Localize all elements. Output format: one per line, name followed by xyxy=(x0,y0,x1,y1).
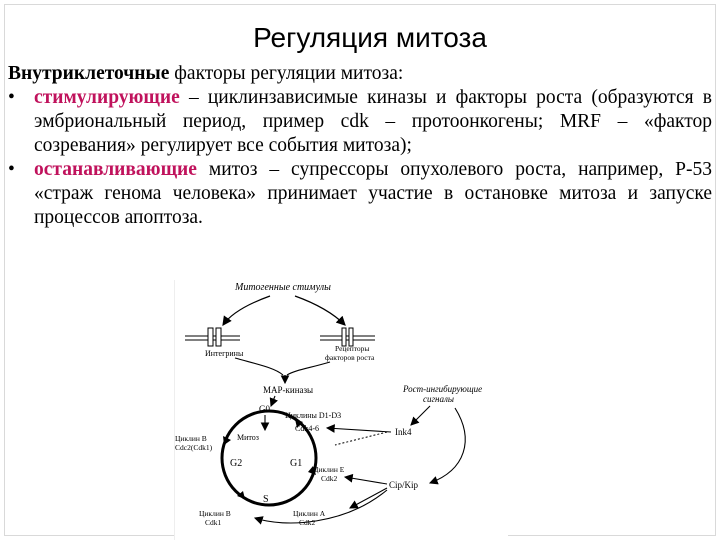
label-cdk2-e: Cdk2 xyxy=(321,474,338,483)
slide-title: Регуляция митоза xyxy=(253,22,487,53)
integrin-receptor-icon xyxy=(185,328,240,346)
label-ink4: Ink4 xyxy=(395,427,412,437)
arrow-signals-cipkip xyxy=(430,408,465,483)
arrow-integrins-map xyxy=(235,358,283,375)
bullet-text-stopping: митоз – супрессоры опухолевого роста, например, Р-53 «страж генома человека» принимает участие в остановке митоза и запуске процессов апоптоза. xyxy=(34,159,712,228)
label-g1: G1 xyxy=(290,458,303,469)
arrow-cipkip-cdk1 xyxy=(255,490,387,523)
arrow-ink4-cdk46 xyxy=(327,428,391,432)
cell-cycle-diagram xyxy=(175,280,508,540)
label-mitosis: Митоз xyxy=(237,433,259,442)
label-growth-receptors-1: Рецепторы xyxy=(335,344,370,353)
intro-bold: Внутриклеточные xyxy=(8,63,170,84)
label-cdk46: Cdk4-6 xyxy=(295,424,319,433)
bullet-marker: • xyxy=(8,87,15,108)
label-g0: G0 xyxy=(259,404,270,414)
label-map-kinases: MAP-киназы xyxy=(263,385,314,395)
arrow-map-g0 xyxy=(271,396,275,406)
label-mitogenic-stimuli: Митогенные стимулы xyxy=(235,282,331,293)
bullet-accent-stopping: останавливающие xyxy=(34,159,197,180)
arrow-receptors-map xyxy=(287,362,330,375)
arrow-stimuli-receptors xyxy=(295,296,345,325)
label-cdc2: Cdc2(Cdk1) xyxy=(175,443,213,452)
label-cyclin-b-bottom: Циклин В xyxy=(199,509,231,518)
bullet-text-stimulating: – циклинзависимые киназы и факторы роста (образуются в эмбриональный период, пример cdk – протоонкогены; MRF – «фактор созревания» регулирует все события митоза); xyxy=(34,87,712,156)
label-growth-inhibiting: Рост-ингибирующие xyxy=(403,384,483,394)
arrow-cipkip-cdk2a xyxy=(350,488,387,508)
label-cip-kip: Cip/Kip xyxy=(389,480,419,490)
arrow-signals-ink4 xyxy=(411,406,430,425)
label-cyclin-b: Циклин В xyxy=(175,434,207,443)
arrow-stimuli-integrins xyxy=(223,296,270,325)
slide-body xyxy=(8,62,712,230)
label-cyclin-a: Циклин А xyxy=(293,509,326,518)
bullet-marker: • xyxy=(8,159,15,180)
cell-cycle-figure xyxy=(174,280,508,540)
label-signals: сигналы xyxy=(423,394,454,404)
label-s: S xyxy=(263,494,269,505)
arrow-cipkip-cdk2e xyxy=(345,477,387,484)
bullet-accent-stimulating: стимулирующие xyxy=(34,87,180,108)
line-ink4-dashed xyxy=(335,432,387,445)
bullet-stimulating xyxy=(8,86,712,158)
label-cdk2-a: Cdk2 xyxy=(299,518,316,527)
bullet-stopping xyxy=(8,158,712,230)
label-cyclins-d: Циклины D1-D3 xyxy=(285,411,342,420)
label-cdk1-bottom: Cdk1 xyxy=(205,518,222,527)
label-cyclin-e: Циклин Е xyxy=(313,465,345,474)
label-g2: G2 xyxy=(230,458,243,469)
label-growth-receptors-2: факторов роста xyxy=(325,353,375,362)
intro-rest: факторы регуляции митоза: xyxy=(169,63,404,84)
intro-line xyxy=(8,62,712,86)
label-integrins: Интегрины xyxy=(205,349,244,358)
